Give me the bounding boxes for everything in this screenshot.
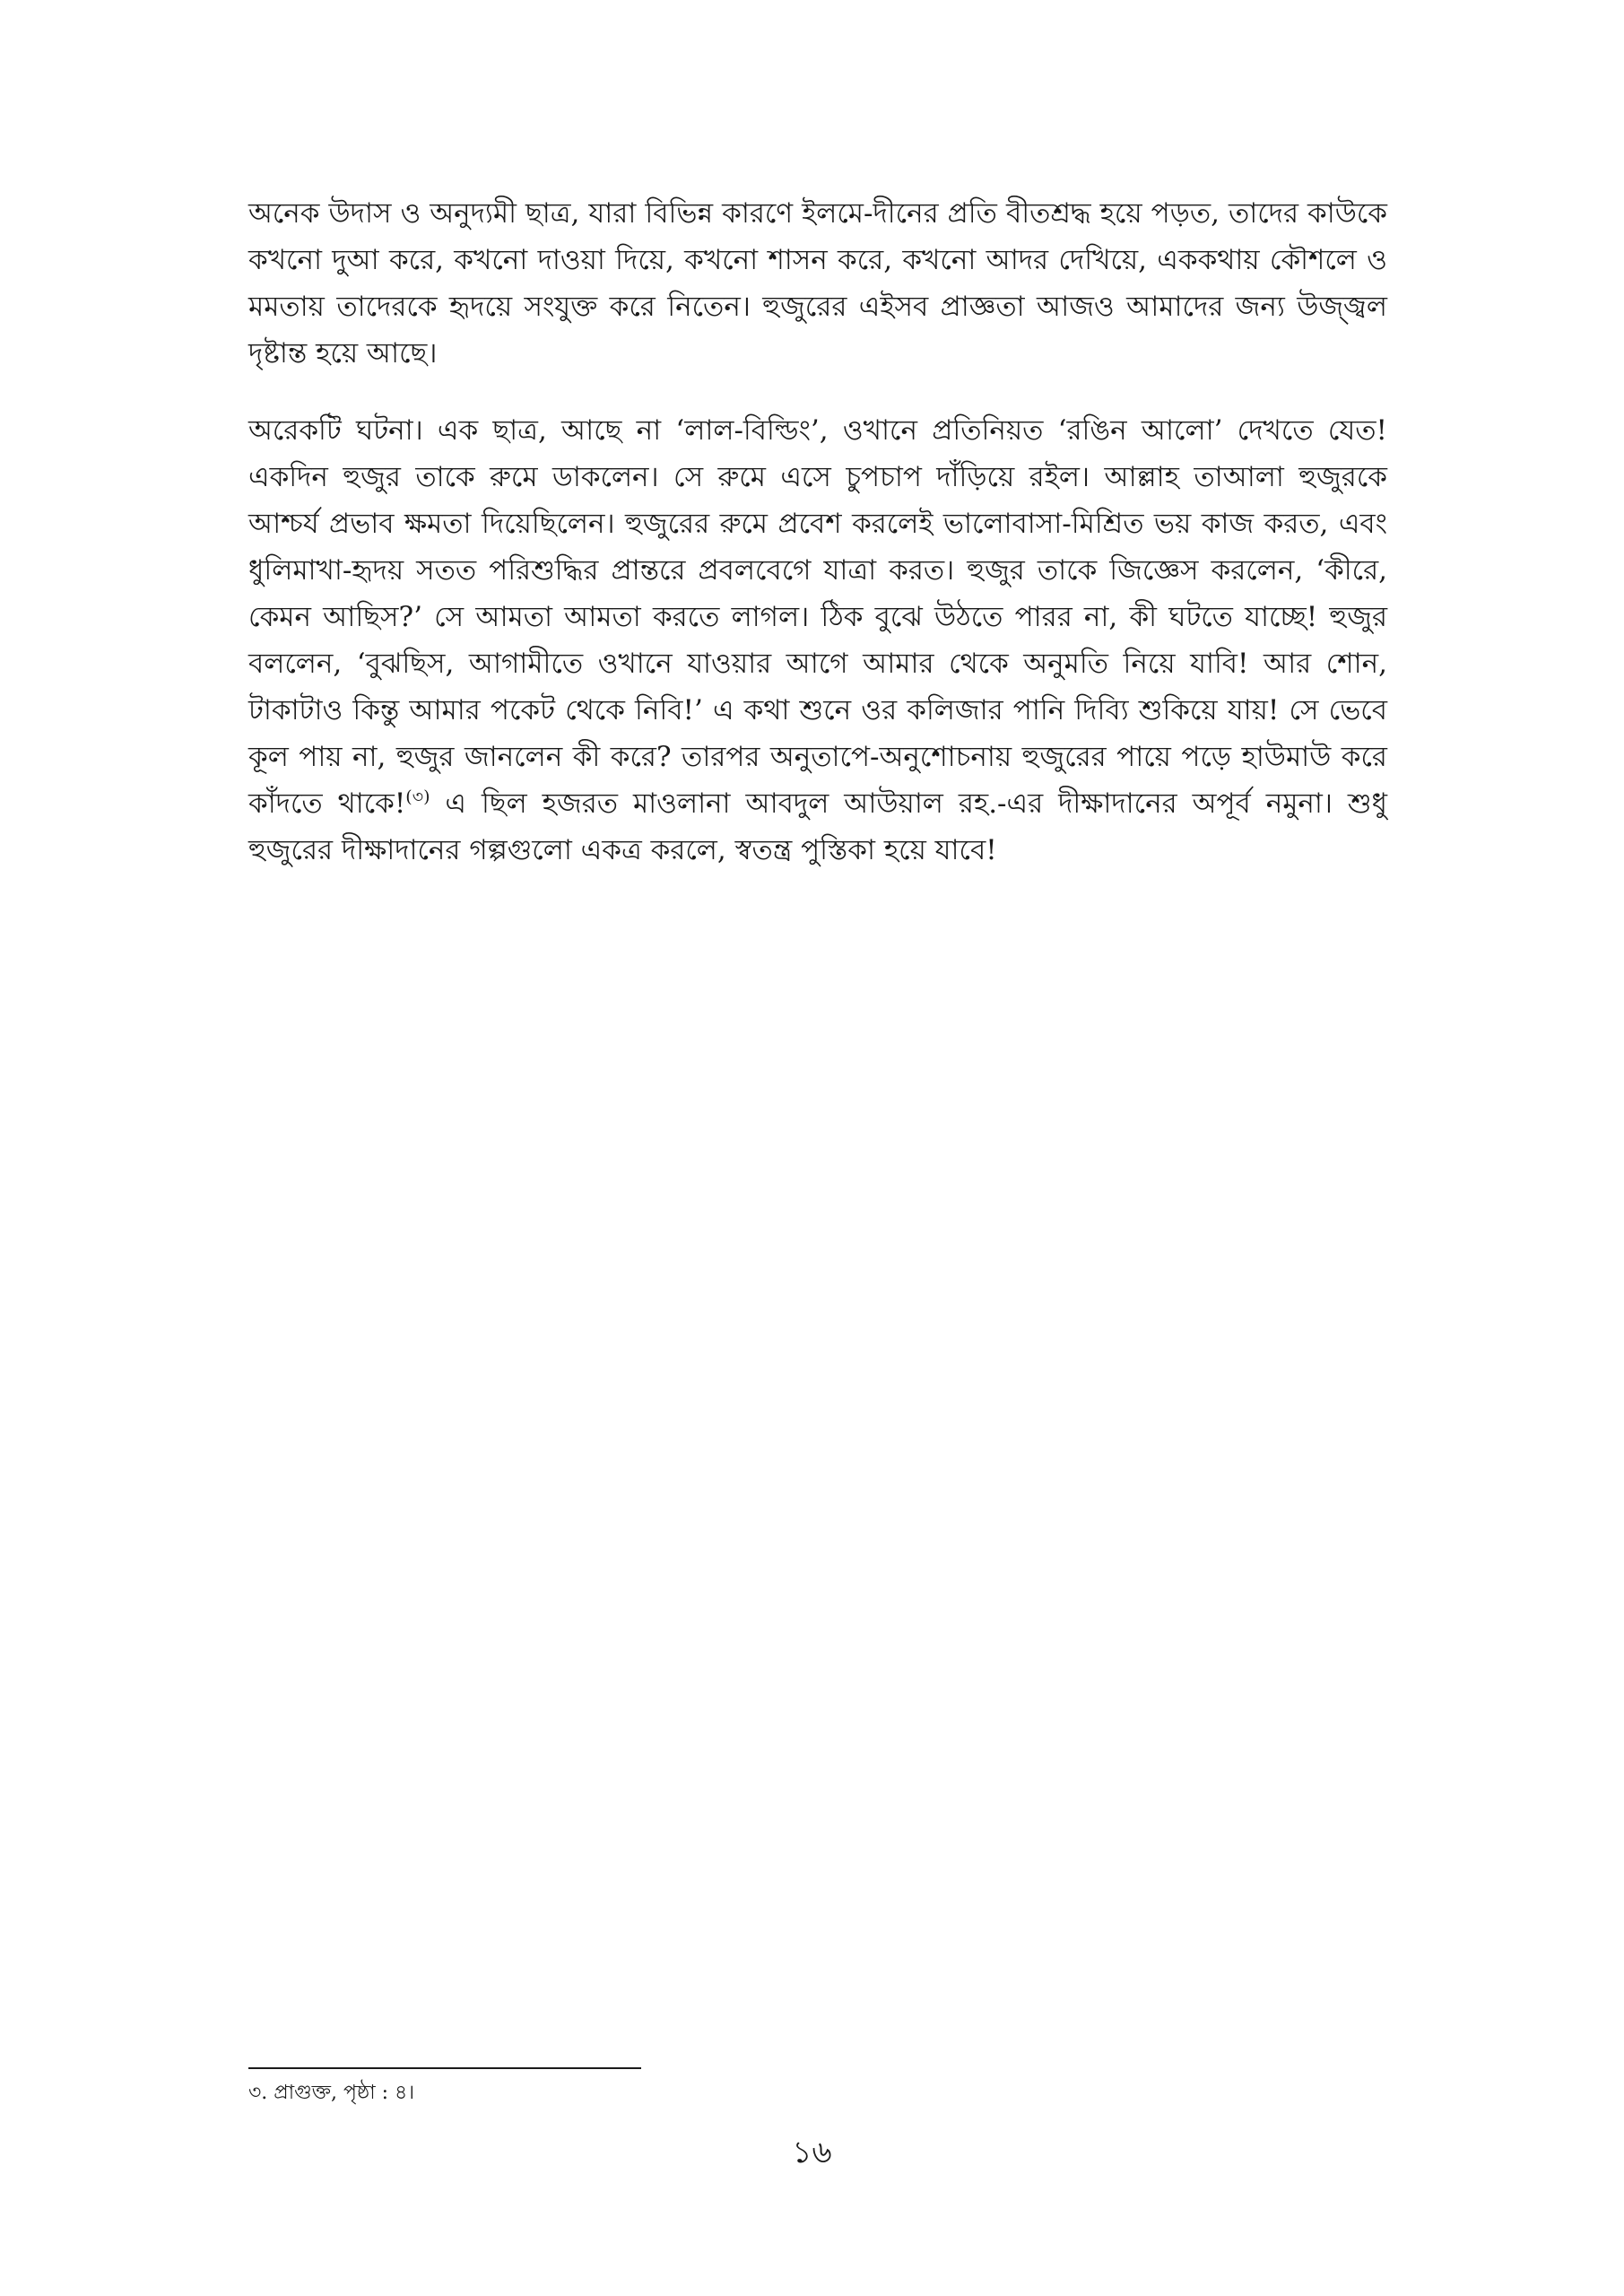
paragraph-1-text: অনেক উদাস ও অনুদ্যমী ছাত্র, যারা বিভিন্ন কারণে ইলমে-দীনের প্রতি বীতশ্রদ্ধ হয়ে পড়ত, তাদের কাউকে কখনো দুআ করে, কখনো দাওয়া দিয়ে, কখনো শাসন করে, কখনো আদর দেখিয়ে, এককথায় কৌশলে ও মমতায় তাদেরকে হৃদয়ে সংযুক্ত করে নিতেন। হুজুরের এইসব প্রাজ্ঞতা আজও আমাদের জন্য উজ্জ্বল দৃষ্টান্ত হয়ে আছে। <box>248 197 1387 370</box>
footnote <box>248 2079 414 2108</box>
footnote-divider <box>248 2067 641 2069</box>
page-number: ১৬ <box>792 2135 832 2170</box>
footnote-reference[interactable]: (৩) <box>405 787 430 807</box>
footnote-text: ৩. প্রাগুক্ত, পৃষ্ঠা : ৪। <box>248 2082 415 2104</box>
paragraph-1 <box>248 190 1387 377</box>
paragraph-2-text-after-ref: এ ছিল হজরত মাওলানা আবদুল আউয়াল রহ.-এর দীক্ষাদানের অপূর্ব নমুনা। শুধু হুজুরের দীক্ষাদানের গল্পগুলো একত্র করলে, স্বতন্ত্র পুস্তিকা হয়ে যাবে! <box>248 787 1387 866</box>
body-text <box>248 190 1387 904</box>
paragraph-2 <box>248 407 1387 874</box>
paragraph-2-text-before-ref: অরেকটি ঘটনা। এক ছাত্র, আছে না ‘লাল-বিল্ডিং’, ওখানে প্রতিনিয়ত ‘রঙিন আলো’ দেখতে যেত! একদিন হুজুর তাকে রুমে ডাকলেন। সে রুমে এসে চুপচাপ দাঁড়িয়ে রইল। আল্লাহ তাআলা হুজুরকে আশ্চর্য প্রভাব ক্ষমতা দিয়েছিলেন। হুজুরের রুমে প্রবেশ করলেই ভালোবাসা-মিশ্রিত ভয় কাজ করত, এবং ধুলিমাখা-হৃদয় সতত পরিশুদ্ধির প্রান্তরে প্রবলবেগে যাত্রা করত। হুজুর তাকে জিজ্ঞেস করলেন, ‘কীরে, কেমন আছিস?’ সে আমতা আমতা করতে লাগল। ঠিক বুঝে উঠতে পারর না, কী ঘটতে যাচ্ছে! হুজুর বললেন, ‘বুঝছিস, আগামীতে ওখানে যাওয়ার আগে আমার থেকে অনুমতি নিয়ে যাবি! আর শোন, টাকাটাও কিন্তু আমার পকেট থেকে নিবি!’ এ কথা শুনে ওর কলিজার পানি দিব্যি শুকিয়ে যায়! সে ভেবে কূল পায় না, হুজুর জানলেন কী করে? তারপর অনুতাপে-অনুশোচনায় হুজুরের পায়ে পড়ে হাউমাউ করে কাঁদতে থাকে! <box>248 414 1387 820</box>
